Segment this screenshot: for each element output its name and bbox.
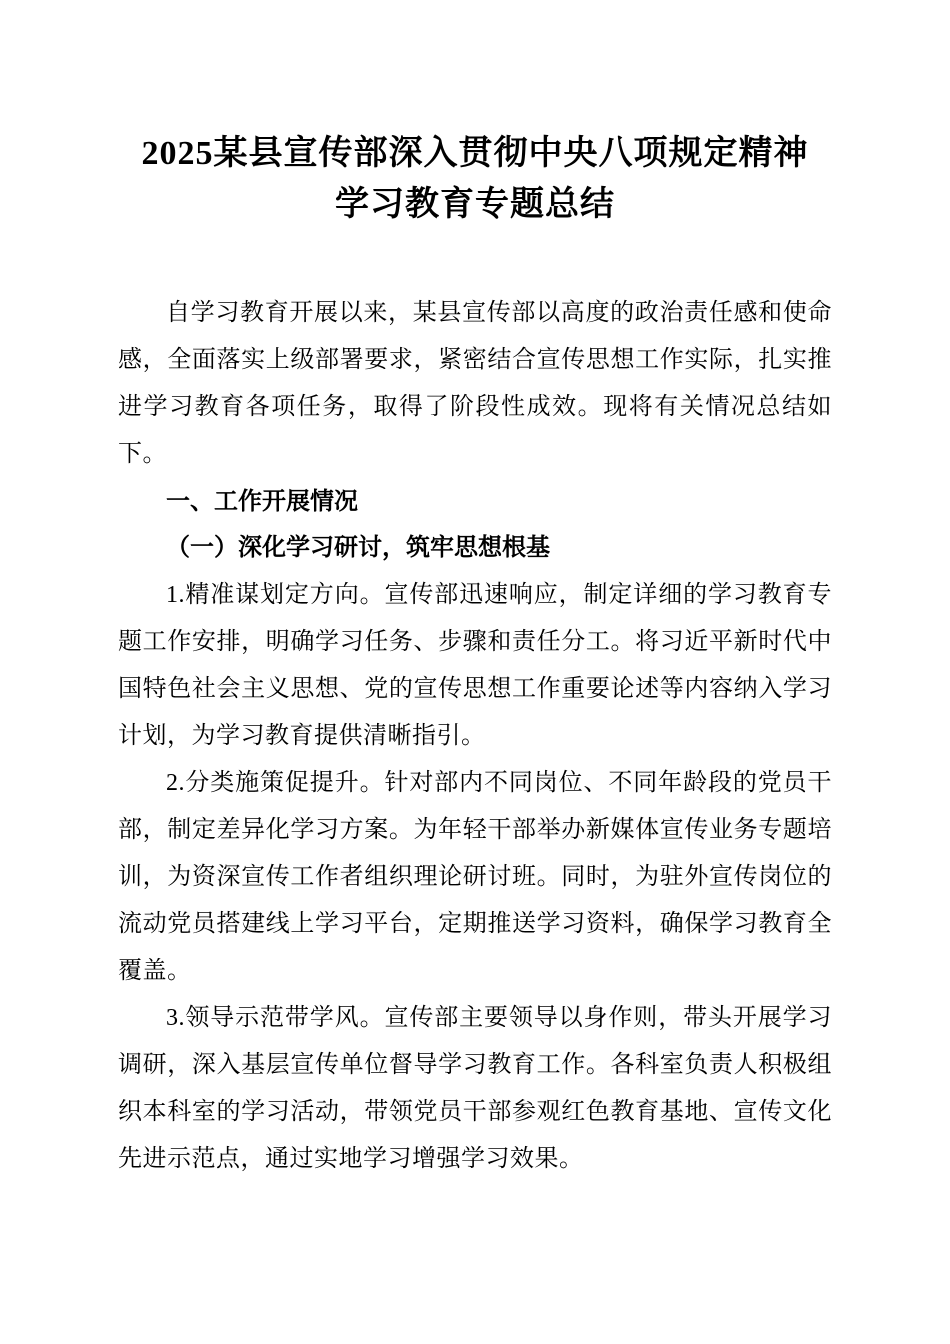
document-title-line-2: 学习教育专题总结 [335, 186, 615, 223]
paragraph-item-2: 2.分类施策促提升。针对部内不同岗位、不同年龄段的党员干部，制定差异化学习方案。为年轻干部举办新媒体宣传业务专题培训，为资深宣传工作者组织理论研讨班。同时，为驻外宣传岗位的流动党员搭建线上学习平台，定期推送学习资料，确保学习教育全覆盖。 [118, 770, 832, 984]
section-heading: 一、工作开展情况 [166, 488, 358, 515]
paragraph-item-3: 3.领导示范带学风。宣传部主要领导以身作则，带头开展学习调研，深入基层宣传单位督导学习教育工作。各科室负责人积极组织本科室的学习活动，带领党员干部参观红色教育基地、宣传文化先进示范点，通过实地学习增强学习效果。 [118, 1005, 832, 1172]
paragraph-item-1: 1.精准谋划定方向。宣传部迅速响应，制定详细的学习教育专题工作安排，明确学习任务、步骤和责任分工。将习近平新时代中国特色社会主义思想、党的宣传思想工作重要论述等内容纳入学习计划，为学习教育提供清晰指引。 [118, 582, 832, 749]
document-title-line-1: 2025某县宣传部深入贯彻中央八项规定精神 [141, 135, 809, 172]
paragraph-intro: 自学习教育开展以来，某县宣传部以高度的政治责任感和使命感，全面落实上级部署要求，紧密结合宣传思想工作实际，扎实推进学习教育各项任务，取得了阶段性成效。现将有关情况总结如下。 [118, 300, 832, 467]
document-title [118, 128, 832, 230]
subsection-heading: （一）深化学习研讨，筑牢思想根基 [166, 535, 550, 561]
